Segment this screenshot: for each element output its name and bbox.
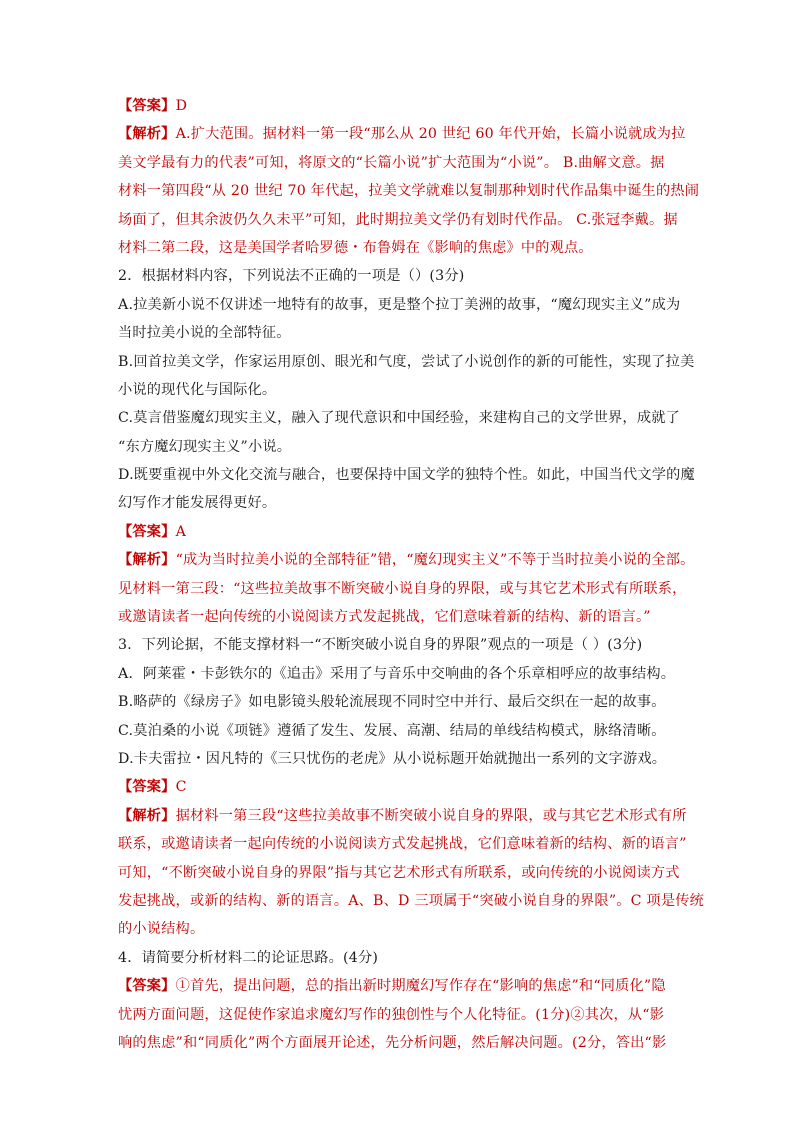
q2-option-b-cont: 小说的现代化与国际化。 xyxy=(118,381,277,398)
q2-option-a: A.拉美新小说不仅讲述一地特有的故事，更是整个拉丁美洲的故事，“魔幻现实主义”成为 xyxy=(118,296,681,313)
q3-analysis-line: 联系，或邀请读者一起向传统的小说阅读方式发起挑战，它们意味着新的结构、新的语言” xyxy=(118,836,687,853)
q3-analysis-line: 发起挑战，或新的结构、新的语言。A、B、D 三项属于“突破小说自身的界限”。C 项是传统 xyxy=(118,892,704,909)
q1-analysis-line xyxy=(118,120,684,148)
answer-value: D xyxy=(175,98,188,114)
q2-option-d-cont: 幻写作才能发展得更好。 xyxy=(118,495,277,512)
q2-option-a-cont: 当时拉美小说的全部特征。 xyxy=(118,325,291,342)
q4-answer-line: 响的焦虑”和“同质化”两个方面展开论述，先分析问题，然后解决问题。(2分，答出“影 xyxy=(118,1034,667,1051)
answer-text: ①首先，提出问题，总的指出新时期魔幻写作存在“影响的焦虑”和“同质化”隐 xyxy=(175,978,666,995)
q3-analysis-line: 的小说结构。 xyxy=(118,921,205,938)
q2-answer xyxy=(118,518,684,546)
q3-option-a: A．阿莱霍・卡彭铁尔的《追击》采用了与音乐中交响曲的各个乐章相呼应的故事结构。 xyxy=(118,665,676,682)
q3-option-c: C.莫泊桑的小说《项链》遵循了发生、发展、高潮、结局的单线结构模式，脉络清晰。 xyxy=(118,722,666,739)
q3-analysis-line xyxy=(118,802,687,830)
answer-value: C xyxy=(175,779,187,796)
q1-analysis-line: 美文学最有力的代表”可知，将原文的“长篇小说”扩大范围为“小说”。 B.曲解文意。据 xyxy=(118,154,665,171)
q1-analysis-line: 材料一第四段“从 20 世纪 70 年代起，拉美文学就难以复制那种划时代作品集中诞生的热闹 xyxy=(118,183,700,200)
q2-option-c: C.莫言借鉴魔幻现实主义，融入了现代意识和中国经验，来建构自己的文学世界，成就了 xyxy=(118,410,680,427)
answer-tag: 【答案】 xyxy=(118,779,176,796)
analysis-text: “成为当时拉美小说的全部特征”错，“魔幻现实主义”不等于当时拉美小说的全部。 xyxy=(175,552,695,569)
q2-option-c-cont: “东方魔幻现实主义”小说。 xyxy=(118,438,292,455)
q3-answer xyxy=(118,773,684,801)
analysis-text: A.扩大范围。据材料一第一段“那么从 20 世纪 60 年代开始，长篇小说就成为拉 xyxy=(175,126,686,143)
q2-analysis-line: 或邀请读者一起向传统的小说阅读方式发起挑战，它们意味着新的结构、新的语言。” xyxy=(118,609,651,626)
analysis-tag: 【解析】 xyxy=(118,126,176,143)
q1-analysis-line: 场面了，但其余波仍久久未平”可知，此时期拉美文学仍有划时代作品。 C.张冠李戴。据 xyxy=(118,211,678,228)
q3-analysis-line: 可知，“不断突破小说自身的界限”指与其它艺术形式有所联系，或向传统的小说阅读方式 xyxy=(118,864,680,881)
q3-option-d: D.卡夫雷拉・因凡特的《三只忧伤的老虎》从小说标题开始就抛出一系列的文字游戏。 xyxy=(118,750,667,767)
q2-option-d: D.既要重视中外文化交流与融合，也要保持中国文学的独特个性。如此，中国当代文学的魔 xyxy=(118,467,695,484)
answer-tag: 【答案】 xyxy=(118,523,176,540)
answer-value: A xyxy=(175,523,187,540)
analysis-tag: 【解析】 xyxy=(118,552,176,569)
q4-answer-line: 忧两方面问题，这促使作家追求魔幻写作的独创性与个人化特征。(1分)②其次，从“影 xyxy=(118,1006,665,1023)
q1-answer xyxy=(118,92,684,120)
q2-analysis-line xyxy=(118,546,695,574)
q2-stem: 2．根据材料内容，下列说法不正确的一项是（）(3分) xyxy=(118,268,465,285)
q2-analysis-line: 见材料一第三段：“这些拉美故事不断突破小说自身的界限，或与其它艺术形式有所联系， xyxy=(118,580,687,597)
q1-analysis-line: 材料二第二段，这是美国学者哈罗德・布鲁姆在《影响的焦虑》中的观点。 xyxy=(118,239,593,256)
answer-tag: 【答案】 xyxy=(118,98,176,114)
analysis-tag: 【解析】 xyxy=(118,807,176,824)
q2-option-b: B.回首拉美文学，作家运用原创、眼光和气度，尝试了小说创作的新的可能性，实现了拉美 xyxy=(118,353,695,370)
q4-answer-line xyxy=(118,972,684,1000)
q3-stem: 3．下列论据，不能支撑材料一“不断突破小说自身的界限”观点的一项是（ ）(3分) xyxy=(118,637,643,654)
analysis-text: 据材料一第三段“这些拉美故事不断突破小说自身的界限，或与其它艺术形式有所 xyxy=(175,807,687,824)
q3-option-b: B.略萨的《绿房子》如电影镜头般轮流展现不同时空中并行、最后交织在一起的故事。 xyxy=(118,694,666,711)
answer-tag: 【答案】 xyxy=(118,978,176,995)
document-page xyxy=(118,92,704,1057)
q4-stem: 4．请简要分析材料二的论证思路。(4分) xyxy=(118,949,379,966)
